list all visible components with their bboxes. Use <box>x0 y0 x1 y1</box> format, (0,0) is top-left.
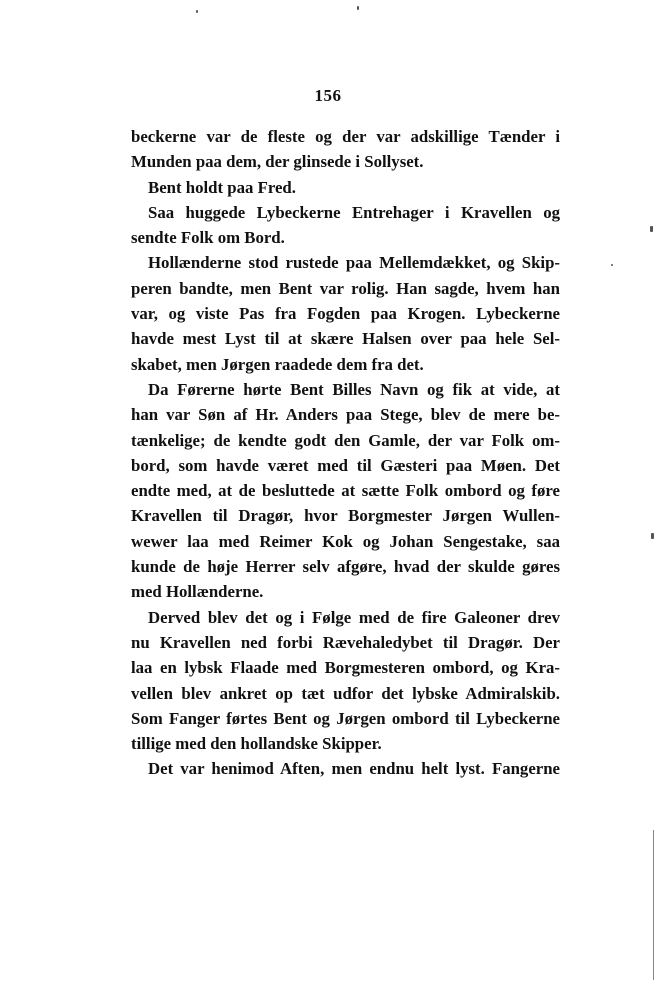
scan-speck <box>611 264 613 266</box>
text-line: Da Førerne hørte Bent Billes Navn og fik at vide, at <box>148 379 560 399</box>
text-line: var, og viste Pas fra Fogden paa Krogen. Lybeckerne <box>131 304 560 324</box>
text-line: nu Kravellen ned forbi Rævehaledybet til Dragør. Der <box>131 632 560 652</box>
text-line: tænkelige; de kendte godt den Gamle, der var Folk om- <box>131 430 560 450</box>
text-line: laa en lybsk Flaade med Borgmesteren ombord, og Kra- <box>131 658 560 678</box>
text-line: Saa huggede Lybeckerne Entrehager i Kravellen og <box>148 202 560 222</box>
body-text <box>131 124 560 782</box>
scan-speck <box>650 226 653 232</box>
text-line: Munden paa dem, der glinsede i Sollyset. <box>131 152 424 172</box>
page-edge-mark <box>653 830 654 980</box>
text-line: Kravellen til Dragør, hvor Borgmester Jørgen Wullen- <box>131 506 560 526</box>
text-line: Derved blev det og i Følge med de fire Galeoner drev <box>148 607 560 627</box>
text-line: peren bandte, men Bent var rolig. Han sagde, hvem han <box>131 278 560 298</box>
text-line: Det var henimod Aften, men endnu helt lyst. Fangerne <box>148 759 560 779</box>
text-line: tillige med den hollandske Skipper. <box>131 734 382 754</box>
text-line: beckerne var de fleste og der var adskillige Tænder i <box>131 127 560 146</box>
text-line: wewer laa med Reimer Kok og Johan Sengestake, saa <box>131 531 560 551</box>
text-line: Som Fanger førtes Bent og Jørgen ombord til Lybeckerne <box>131 708 560 728</box>
text-line: bord, som havde været med til Gæsteri paa Møen. Det <box>131 455 560 475</box>
text-line: havde mest Lyst til at skære Halsen over paa hele Sel- <box>131 329 560 349</box>
scan-speck <box>196 10 198 13</box>
text-line: Hollænderne stod rustede paa Mellemdækket, og Skip- <box>148 253 560 273</box>
text-line: kunde de høje Herrer selv afgøre, hvad der skulde gøres <box>131 557 560 577</box>
text-line: han var Søn af Hr. Anders paa Stege, blev de mere be- <box>131 405 560 425</box>
text-line: med Hollænderne. <box>131 582 264 602</box>
text-line: endte med, at de besluttede at sætte Folk ombord og føre <box>131 481 560 501</box>
text-line: vellen blev ankret op tæt udfor det lybske Admiralskib. <box>131 683 560 703</box>
text-line: skabet, men Jørgen raadede dem fra det. <box>131 354 424 374</box>
scan-speck <box>357 6 359 10</box>
scan-speck <box>651 533 654 539</box>
page-number: 156 <box>314 86 342 105</box>
text-line: sendte Folk om Bord. <box>131 228 285 248</box>
text-line: Bent holdt paa Fred. <box>148 177 296 197</box>
